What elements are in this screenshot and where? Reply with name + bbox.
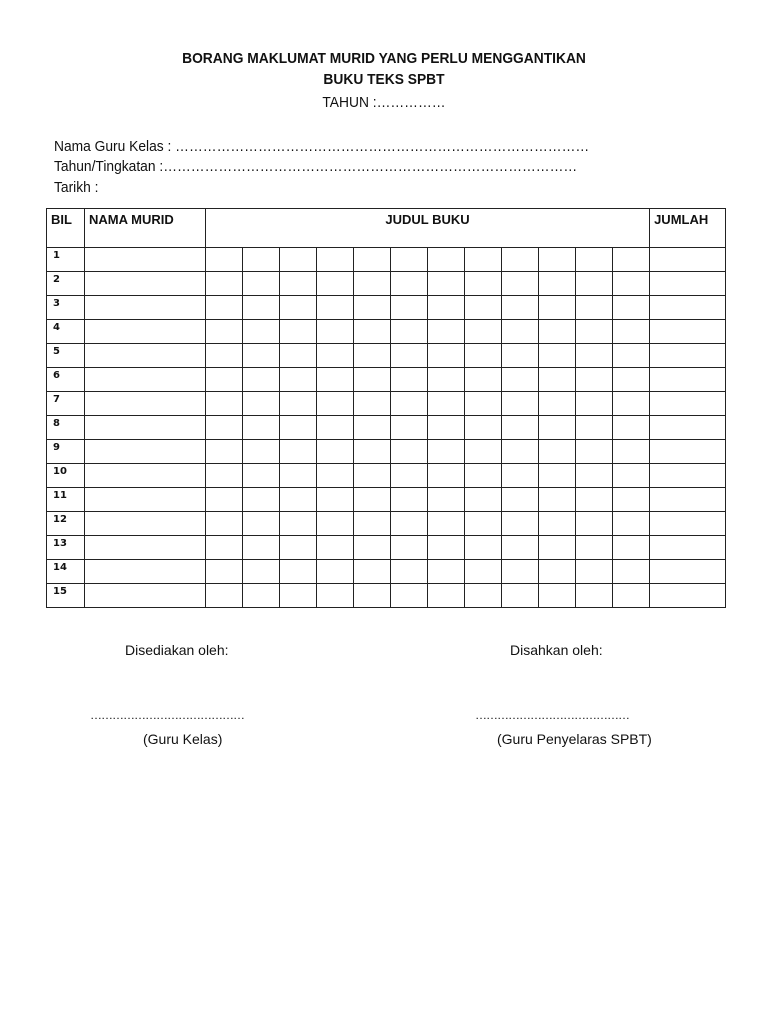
book-cell[interactable] xyxy=(354,488,391,512)
book-cell[interactable] xyxy=(428,344,465,368)
book-cell[interactable] xyxy=(576,560,613,584)
book-cell[interactable] xyxy=(539,320,576,344)
book-cell[interactable] xyxy=(465,296,502,320)
book-cell[interactable] xyxy=(539,512,576,536)
book-cell[interactable] xyxy=(613,320,650,344)
student-name-cell[interactable] xyxy=(85,536,206,560)
table-body xyxy=(47,248,726,608)
book-cell[interactable] xyxy=(465,440,502,464)
book-cell[interactable] xyxy=(206,488,243,512)
book-cell[interactable] xyxy=(613,560,650,584)
table-row xyxy=(47,344,726,368)
book-cell[interactable] xyxy=(317,560,354,584)
header-student-name: NAMA MURID xyxy=(85,209,206,248)
book-cell[interactable] xyxy=(354,248,391,272)
student-name-cell[interactable] xyxy=(85,296,206,320)
student-name-cell[interactable] xyxy=(85,344,206,368)
table-row xyxy=(47,368,726,392)
book-cell[interactable] xyxy=(465,392,502,416)
table-row xyxy=(47,296,726,320)
book-cell[interactable] xyxy=(391,440,428,464)
book-cell[interactable] xyxy=(502,320,539,344)
book-cell[interactable] xyxy=(502,296,539,320)
total-cell[interactable] xyxy=(650,296,726,320)
book-cell[interactable] xyxy=(354,272,391,296)
book-cell[interactable] xyxy=(465,344,502,368)
book-cell[interactable] xyxy=(465,560,502,584)
class-teacher-field: Nama Guru Kelas : ……………………………………………………………………………… xyxy=(54,138,590,155)
book-cell[interactable] xyxy=(576,440,613,464)
table-row xyxy=(47,560,726,584)
book-cell[interactable] xyxy=(428,392,465,416)
book-cell[interactable] xyxy=(243,464,280,488)
book-cell[interactable] xyxy=(243,584,280,608)
row-number: 13 xyxy=(47,536,85,560)
table-row xyxy=(47,464,726,488)
book-cell[interactable] xyxy=(428,440,465,464)
book-cell[interactable] xyxy=(576,416,613,440)
book-cell[interactable] xyxy=(428,512,465,536)
book-cell[interactable] xyxy=(317,416,354,440)
book-cell[interactable] xyxy=(613,248,650,272)
total-cell[interactable] xyxy=(650,416,726,440)
book-cell[interactable] xyxy=(539,560,576,584)
total-cell[interactable] xyxy=(650,368,726,392)
book-cell[interactable] xyxy=(576,488,613,512)
book-cell[interactable] xyxy=(502,440,539,464)
book-cell[interactable] xyxy=(243,488,280,512)
book-cell[interactable] xyxy=(354,344,391,368)
book-cell[interactable] xyxy=(391,560,428,584)
book-cell[interactable] xyxy=(502,272,539,296)
total-cell[interactable] xyxy=(650,512,726,536)
book-cell[interactable] xyxy=(576,248,613,272)
total-cell[interactable] xyxy=(650,536,726,560)
student-name-cell[interactable] xyxy=(85,416,206,440)
book-cell[interactable] xyxy=(613,416,650,440)
book-cell[interactable] xyxy=(613,344,650,368)
book-cell[interactable] xyxy=(280,368,317,392)
book-cell[interactable] xyxy=(539,584,576,608)
book-cell[interactable] xyxy=(206,248,243,272)
book-cell[interactable] xyxy=(391,296,428,320)
book-cell[interactable] xyxy=(354,560,391,584)
book-cell[interactable] xyxy=(206,536,243,560)
book-cell[interactable] xyxy=(206,464,243,488)
book-cell[interactable] xyxy=(317,272,354,296)
book-cell[interactable] xyxy=(539,368,576,392)
book-cell[interactable] xyxy=(317,464,354,488)
book-cell[interactable] xyxy=(354,536,391,560)
book-cell[interactable] xyxy=(206,272,243,296)
book-cell[interactable] xyxy=(280,512,317,536)
book-cell[interactable] xyxy=(354,440,391,464)
book-cell[interactable] xyxy=(280,584,317,608)
book-cell[interactable] xyxy=(502,464,539,488)
book-cell[interactable] xyxy=(428,584,465,608)
book-cell[interactable] xyxy=(613,488,650,512)
book-cell[interactable] xyxy=(354,512,391,536)
book-cell[interactable] xyxy=(317,344,354,368)
book-cell[interactable] xyxy=(243,560,280,584)
table-row xyxy=(47,512,726,536)
book-cell[interactable] xyxy=(280,536,317,560)
row-number: 11 xyxy=(47,488,85,512)
book-cell[interactable] xyxy=(613,464,650,488)
book-cell[interactable] xyxy=(613,584,650,608)
table-row xyxy=(47,488,726,512)
book-cell[interactable] xyxy=(465,464,502,488)
book-cell[interactable] xyxy=(576,320,613,344)
book-cell[interactable] xyxy=(206,392,243,416)
book-cell[interactable] xyxy=(428,248,465,272)
book-cell[interactable] xyxy=(465,248,502,272)
book-cell[interactable] xyxy=(428,296,465,320)
book-cell[interactable] xyxy=(613,512,650,536)
book-cell[interactable] xyxy=(391,272,428,296)
book-cell[interactable] xyxy=(354,296,391,320)
book-cell[interactable] xyxy=(539,440,576,464)
book-cell[interactable] xyxy=(280,344,317,368)
book-cell[interactable] xyxy=(465,584,502,608)
book-cell[interactable] xyxy=(206,320,243,344)
total-cell[interactable] xyxy=(650,464,726,488)
year-line: TAHUN :…………… xyxy=(322,94,446,111)
book-cell[interactable] xyxy=(243,392,280,416)
book-cell[interactable] xyxy=(539,464,576,488)
total-cell[interactable] xyxy=(650,272,726,296)
book-cell[interactable] xyxy=(465,320,502,344)
book-cell[interactable] xyxy=(391,320,428,344)
approved-signature-line: …………………………………… xyxy=(475,708,629,722)
book-cell[interactable] xyxy=(206,368,243,392)
book-cell[interactable] xyxy=(243,344,280,368)
book-cell[interactable] xyxy=(243,296,280,320)
table-row xyxy=(47,440,726,464)
table-row xyxy=(47,272,726,296)
book-cell[interactable] xyxy=(280,464,317,488)
form-title-line-1: BORANG MAKLUMAT MURID YANG PERLU MENGGANTIKAN xyxy=(182,50,586,67)
book-cell[interactable] xyxy=(391,512,428,536)
book-cell[interactable] xyxy=(465,488,502,512)
book-cell[interactable] xyxy=(428,368,465,392)
header-total: JUMLAH xyxy=(650,209,726,248)
student-name-cell[interactable] xyxy=(85,584,206,608)
approved-role: (Guru Penyelaras SPBT) xyxy=(497,731,652,747)
book-cell[interactable] xyxy=(391,368,428,392)
book-cell[interactable] xyxy=(576,296,613,320)
book-cell[interactable] xyxy=(502,368,539,392)
book-cell[interactable] xyxy=(613,368,650,392)
book-cell[interactable] xyxy=(576,392,613,416)
book-cell[interactable] xyxy=(280,248,317,272)
book-cell[interactable] xyxy=(354,584,391,608)
book-cell[interactable] xyxy=(502,416,539,440)
book-cell[interactable] xyxy=(576,584,613,608)
student-name-cell[interactable] xyxy=(85,368,206,392)
book-cell[interactable] xyxy=(465,536,502,560)
book-cell[interactable] xyxy=(354,416,391,440)
table-header-row xyxy=(47,209,726,248)
form-title-line-2: BUKU TEKS SPBT xyxy=(323,71,445,88)
book-cell[interactable] xyxy=(391,584,428,608)
row-number: 9 xyxy=(47,440,85,464)
book-cell[interactable] xyxy=(465,272,502,296)
book-cell[interactable] xyxy=(502,248,539,272)
approved-by-label: Disahkan oleh: xyxy=(510,642,603,658)
book-cell[interactable] xyxy=(206,440,243,464)
book-cell[interactable] xyxy=(428,464,465,488)
student-name-cell[interactable] xyxy=(85,440,206,464)
book-cell[interactable] xyxy=(317,392,354,416)
book-cell[interactable] xyxy=(576,536,613,560)
student-name-cell[interactable] xyxy=(85,464,206,488)
total-cell[interactable] xyxy=(650,584,726,608)
book-cell[interactable] xyxy=(280,560,317,584)
book-cell[interactable] xyxy=(354,320,391,344)
book-cell[interactable] xyxy=(243,248,280,272)
book-cell[interactable] xyxy=(391,392,428,416)
table-row xyxy=(47,392,726,416)
book-cell[interactable] xyxy=(502,344,539,368)
book-cell[interactable] xyxy=(317,368,354,392)
book-cell[interactable] xyxy=(576,512,613,536)
book-cell[interactable] xyxy=(243,536,280,560)
book-cell[interactable] xyxy=(391,344,428,368)
total-cell[interactable] xyxy=(650,248,726,272)
book-cell[interactable] xyxy=(428,272,465,296)
row-number: 1 xyxy=(47,248,85,272)
book-cell[interactable] xyxy=(243,320,280,344)
year-form-field: Tahun/Tingkatan :……………………………………………………………………………… xyxy=(54,158,578,175)
row-number: 8 xyxy=(47,416,85,440)
book-cell[interactable] xyxy=(428,536,465,560)
book-cell[interactable] xyxy=(502,392,539,416)
row-number: 6 xyxy=(47,368,85,392)
book-cell[interactable] xyxy=(206,416,243,440)
book-cell[interactable] xyxy=(465,368,502,392)
book-cell[interactable] xyxy=(613,440,650,464)
student-name-cell[interactable] xyxy=(85,272,206,296)
table-row xyxy=(47,536,726,560)
book-cell[interactable] xyxy=(539,296,576,320)
row-number: 5 xyxy=(47,344,85,368)
total-cell[interactable] xyxy=(650,344,726,368)
total-cell[interactable] xyxy=(650,560,726,584)
student-name-cell[interactable] xyxy=(85,560,206,584)
book-cell[interactable] xyxy=(206,584,243,608)
book-cell[interactable] xyxy=(280,440,317,464)
book-cell[interactable] xyxy=(354,368,391,392)
prepared-by-label: Disediakan oleh: xyxy=(125,642,229,658)
book-cell[interactable] xyxy=(317,440,354,464)
book-cell[interactable] xyxy=(539,488,576,512)
book-cell[interactable] xyxy=(502,536,539,560)
prepared-role: (Guru Kelas) xyxy=(143,731,223,747)
book-cell[interactable] xyxy=(317,296,354,320)
student-name-cell[interactable] xyxy=(85,248,206,272)
book-cell[interactable] xyxy=(391,536,428,560)
total-cell[interactable] xyxy=(650,488,726,512)
book-cell[interactable] xyxy=(280,416,317,440)
book-cell[interactable] xyxy=(613,272,650,296)
table-row xyxy=(47,248,726,272)
row-number: 14 xyxy=(47,560,85,584)
header-book-title: JUDUL BUKU xyxy=(206,209,650,248)
date-field: Tarikh : xyxy=(54,179,99,193)
book-cell[interactable] xyxy=(613,392,650,416)
book-cell[interactable] xyxy=(428,560,465,584)
book-cell[interactable] xyxy=(206,512,243,536)
book-cell[interactable] xyxy=(206,296,243,320)
book-cell[interactable] xyxy=(502,560,539,584)
book-cell[interactable] xyxy=(317,248,354,272)
book-cell[interactable] xyxy=(576,272,613,296)
row-number: 7 xyxy=(47,392,85,416)
row-number: 12 xyxy=(47,512,85,536)
book-cell[interactable] xyxy=(576,344,613,368)
book-cell[interactable] xyxy=(317,488,354,512)
row-number: 15 xyxy=(47,584,85,608)
student-book-table xyxy=(46,208,726,608)
book-cell[interactable] xyxy=(391,464,428,488)
book-cell[interactable] xyxy=(243,272,280,296)
total-cell[interactable] xyxy=(650,392,726,416)
book-cell[interactable] xyxy=(206,560,243,584)
book-cell[interactable] xyxy=(428,416,465,440)
header-bil: BIL xyxy=(47,209,85,248)
book-cell[interactable] xyxy=(539,536,576,560)
row-number: 2 xyxy=(47,272,85,296)
book-cell[interactable] xyxy=(539,272,576,296)
book-cell[interactable] xyxy=(280,272,317,296)
book-cell[interactable] xyxy=(391,248,428,272)
book-cell[interactable] xyxy=(613,296,650,320)
book-cell[interactable] xyxy=(317,584,354,608)
book-cell[interactable] xyxy=(465,512,502,536)
book-cell[interactable] xyxy=(613,536,650,560)
book-cell[interactable] xyxy=(243,416,280,440)
row-number: 3 xyxy=(47,296,85,320)
book-cell[interactable] xyxy=(206,344,243,368)
row-number: 10 xyxy=(47,464,85,488)
book-cell[interactable] xyxy=(354,392,391,416)
student-name-cell[interactable] xyxy=(85,392,206,416)
book-cell[interactable] xyxy=(243,440,280,464)
book-cell[interactable] xyxy=(539,416,576,440)
student-name-cell[interactable] xyxy=(85,320,206,344)
book-cell[interactable] xyxy=(280,488,317,512)
book-cell[interactable] xyxy=(502,512,539,536)
book-cell[interactable] xyxy=(243,512,280,536)
book-cell[interactable] xyxy=(576,368,613,392)
book-cell[interactable] xyxy=(576,464,613,488)
total-cell[interactable] xyxy=(650,440,726,464)
book-cell[interactable] xyxy=(243,368,280,392)
book-cell[interactable] xyxy=(428,488,465,512)
book-cell[interactable] xyxy=(391,416,428,440)
prepared-signature-line: …………………………………… xyxy=(90,708,244,722)
book-cell[interactable] xyxy=(502,488,539,512)
book-cell[interactable] xyxy=(539,392,576,416)
student-name-cell[interactable] xyxy=(85,512,206,536)
book-cell[interactable] xyxy=(502,584,539,608)
book-cell[interactable] xyxy=(354,464,391,488)
book-cell[interactable] xyxy=(280,296,317,320)
table-row xyxy=(47,584,726,608)
table-row xyxy=(47,320,726,344)
book-cell[interactable] xyxy=(280,392,317,416)
book-cell[interactable] xyxy=(428,320,465,344)
student-name-cell[interactable] xyxy=(85,488,206,512)
book-cell[interactable] xyxy=(539,248,576,272)
book-cell[interactable] xyxy=(280,320,317,344)
book-cell[interactable] xyxy=(391,488,428,512)
book-cell[interactable] xyxy=(317,320,354,344)
book-cell[interactable] xyxy=(317,512,354,536)
book-cell[interactable] xyxy=(465,416,502,440)
total-cell[interactable] xyxy=(650,320,726,344)
table-row xyxy=(47,416,726,440)
book-cell[interactable] xyxy=(317,536,354,560)
book-cell[interactable] xyxy=(539,344,576,368)
row-number: 4 xyxy=(47,320,85,344)
